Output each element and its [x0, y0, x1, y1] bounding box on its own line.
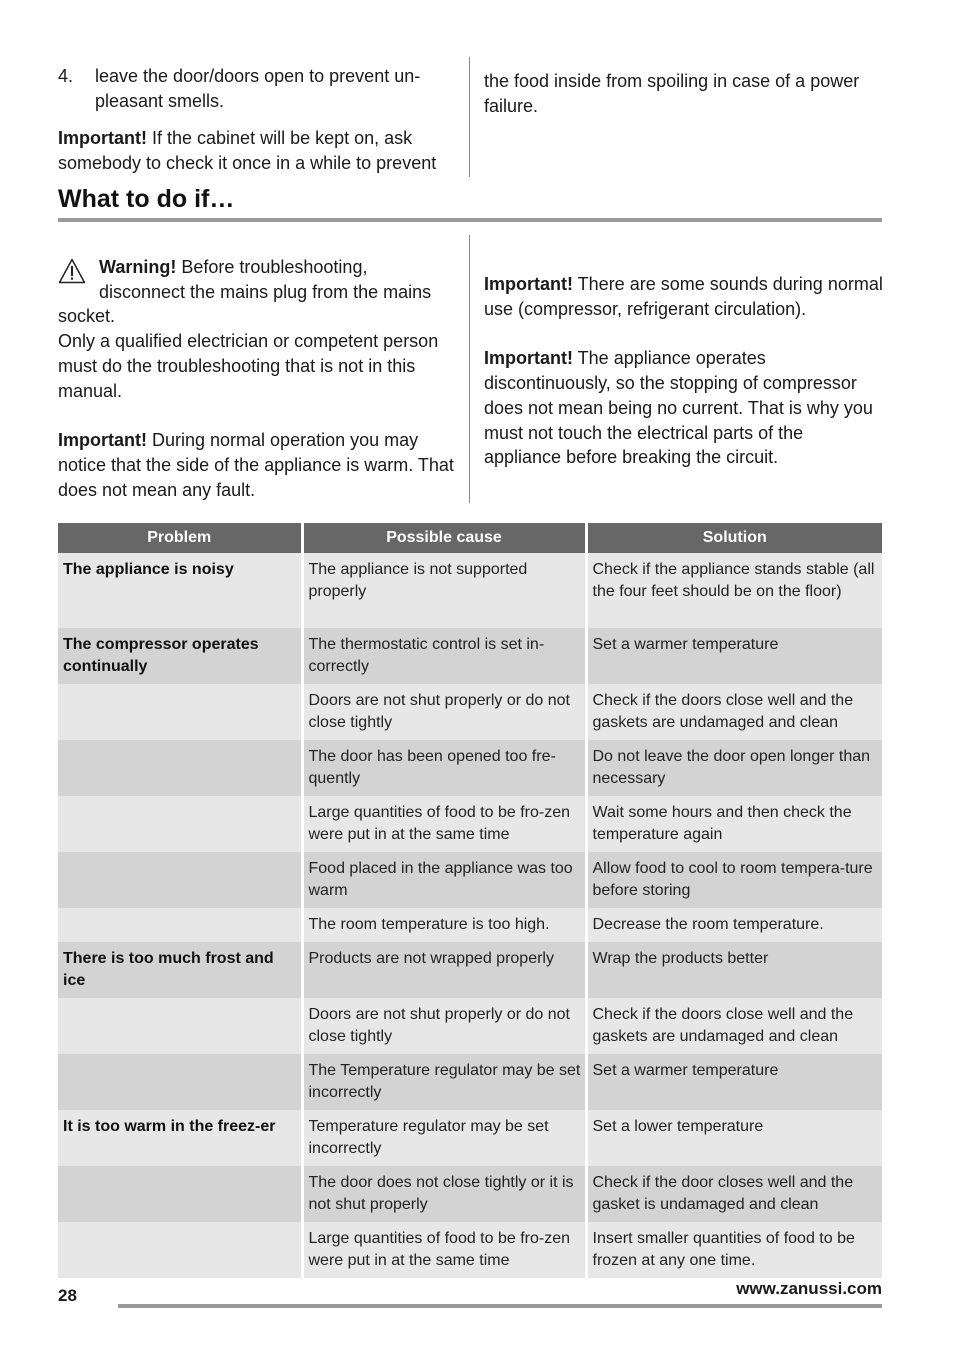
top-right-column: [484, 69, 884, 118]
important-label: Important!: [484, 348, 573, 369]
table-row: [58, 796, 882, 852]
table-row: [58, 852, 882, 908]
table-row: [58, 908, 882, 942]
footer-rule: [118, 1304, 882, 1308]
column-divider-main: [469, 235, 470, 503]
important-note-cabinet: [58, 126, 458, 175]
solution-cell: Wait some hours and then check the temperature again: [586, 796, 882, 852]
problem-cell: [58, 1054, 302, 1110]
cause-cell: The door does not close tightly or it is not shut properly: [302, 1166, 586, 1222]
cause-cell: Large quantities of food to be fro-zen were put in at the same time: [302, 796, 586, 852]
list-item-number: 4.: [58, 66, 74, 86]
solution-cell: Decrease the room temperature.: [586, 908, 882, 942]
important-label: Important!: [484, 274, 573, 294]
important-note-warm-side: Important! During normal operation you may notice that the side of the appliance is warm. That does not mean any fault.: [58, 430, 454, 500]
problem-cell: [58, 796, 302, 852]
header-problem: Problem: [58, 523, 302, 553]
table-row: [58, 553, 882, 628]
header-solution: Solution: [586, 523, 882, 553]
solution-cell: Insert smaller quantities of food to be frozen at any one time.: [586, 1222, 882, 1278]
cause-cell: Large quantities of food to be fro-zen were put in at the same time: [302, 1222, 586, 1278]
cause-cell: Doors are not shut properly or do not close tightly: [302, 684, 586, 740]
list-item-text: leave the door/doors open to prevent un-pleasant smells.: [95, 66, 421, 111]
important-note-sounds: Important! There are some sounds during normal use (compressor, refrigerant circulation).: [484, 274, 883, 319]
problem-cell: [58, 1166, 302, 1222]
problem-cell: [58, 908, 302, 942]
page-number: 28: [58, 1286, 77, 1305]
solution-cell: Set a warmer temperature: [586, 628, 882, 684]
problem-cell: It is too warm in the freez-er: [58, 1110, 302, 1166]
table-row: [58, 942, 882, 998]
warning-text-continued: socket.: [58, 306, 116, 327]
cause-cell: The door has been opened too fre-quently: [302, 740, 586, 796]
troubleshooting-table: [58, 523, 882, 1278]
problem-cell: [58, 740, 302, 796]
problem-cell: [58, 998, 302, 1054]
warning-label: Warning!: [99, 257, 177, 277]
cause-cell: Products are not wrapped properly: [302, 942, 586, 998]
important-label: Important!: [58, 430, 147, 451]
table-row: [58, 1054, 882, 1110]
problem-cell: The appliance is noisy: [58, 553, 302, 628]
problem-cell: There is too much frost and ice: [58, 942, 302, 998]
problem-cell: [58, 1222, 302, 1278]
table-row: [58, 1222, 882, 1278]
problem-cell: [58, 684, 302, 740]
important-label: Important!: [58, 128, 147, 149]
left-column: [58, 255, 458, 502]
table-row: [58, 1110, 882, 1166]
table-row: [58, 998, 882, 1054]
warning-triangle-icon: [58, 258, 86, 284]
table-row: [58, 628, 882, 684]
continuation-text: the food inside from spoiling in case of a power failure.: [484, 71, 860, 116]
warning-note: [58, 255, 458, 329]
solution-cell: Check if the doors close well and the gaskets are undamaged and clean: [586, 998, 882, 1054]
qualified-electrician-text: Only a qualified electrician or competent person must do the troubleshooting that is not in this manual.: [58, 331, 439, 401]
right-column: [484, 272, 884, 470]
solution-cell: Set a warmer temperature: [586, 1054, 882, 1110]
cause-cell: The Temperature regulator may be set incorrectly: [302, 1054, 586, 1110]
solution-cell: Wrap the products better: [586, 942, 882, 998]
important-text: If the cabinet will be kept on, ask somebody to check it once in a while to prevent: [58, 128, 437, 174]
section-title-rule: [58, 218, 882, 222]
section-title: What to do if…: [58, 185, 235, 213]
warning-text: Warning! Before troubleshooting, disconnect the mains plug from the mains: [99, 257, 432, 302]
solution-cell: Do not leave the door open longer than necessary: [586, 740, 882, 796]
table-row: [58, 684, 882, 740]
cause-cell: Food placed in the appliance was too warm: [302, 852, 586, 908]
cause-cell: The thermostatic control is set in-correctly: [302, 628, 586, 684]
top-left-column: [58, 64, 458, 176]
solution-cell: Check if the door closes well and the gasket is undamaged and clean: [586, 1166, 882, 1222]
cause-cell: The room temperature is too high.: [302, 908, 586, 942]
problem-cell: The compressor operates continually: [58, 628, 302, 684]
header-possible-cause: Possible cause: [302, 523, 586, 553]
solution-cell: Allow food to cool to room tempera-ture before storing: [586, 852, 882, 908]
column-divider-top: [469, 57, 470, 177]
table-header-row: [58, 523, 882, 553]
list-item-4: [58, 64, 458, 113]
table-row: [58, 740, 882, 796]
problem-cell: [58, 852, 302, 908]
table-row: [58, 1166, 882, 1222]
website-url: www.zanussi.com: [736, 1279, 882, 1298]
cause-cell: The appliance is not supported properly: [302, 553, 586, 628]
important-note-discontinuous: Important! The appliance operates discontinuously, so the stopping of compressor does not mean being no current. That is why you must not touch the electrical parts of the appliance before breaking the circuit.: [484, 348, 873, 468]
solution-cell: Set a lower temperature: [586, 1110, 882, 1166]
cause-cell: Doors are not shut properly or do not close tightly: [302, 998, 586, 1054]
solution-cell: Check if the doors close well and the gaskets are undamaged and clean: [586, 684, 882, 740]
solution-cell: Check if the appliance stands stable (all the four feet should be on the floor): [586, 553, 882, 628]
cause-cell: Temperature regulator may be set incorrectly: [302, 1110, 586, 1166]
